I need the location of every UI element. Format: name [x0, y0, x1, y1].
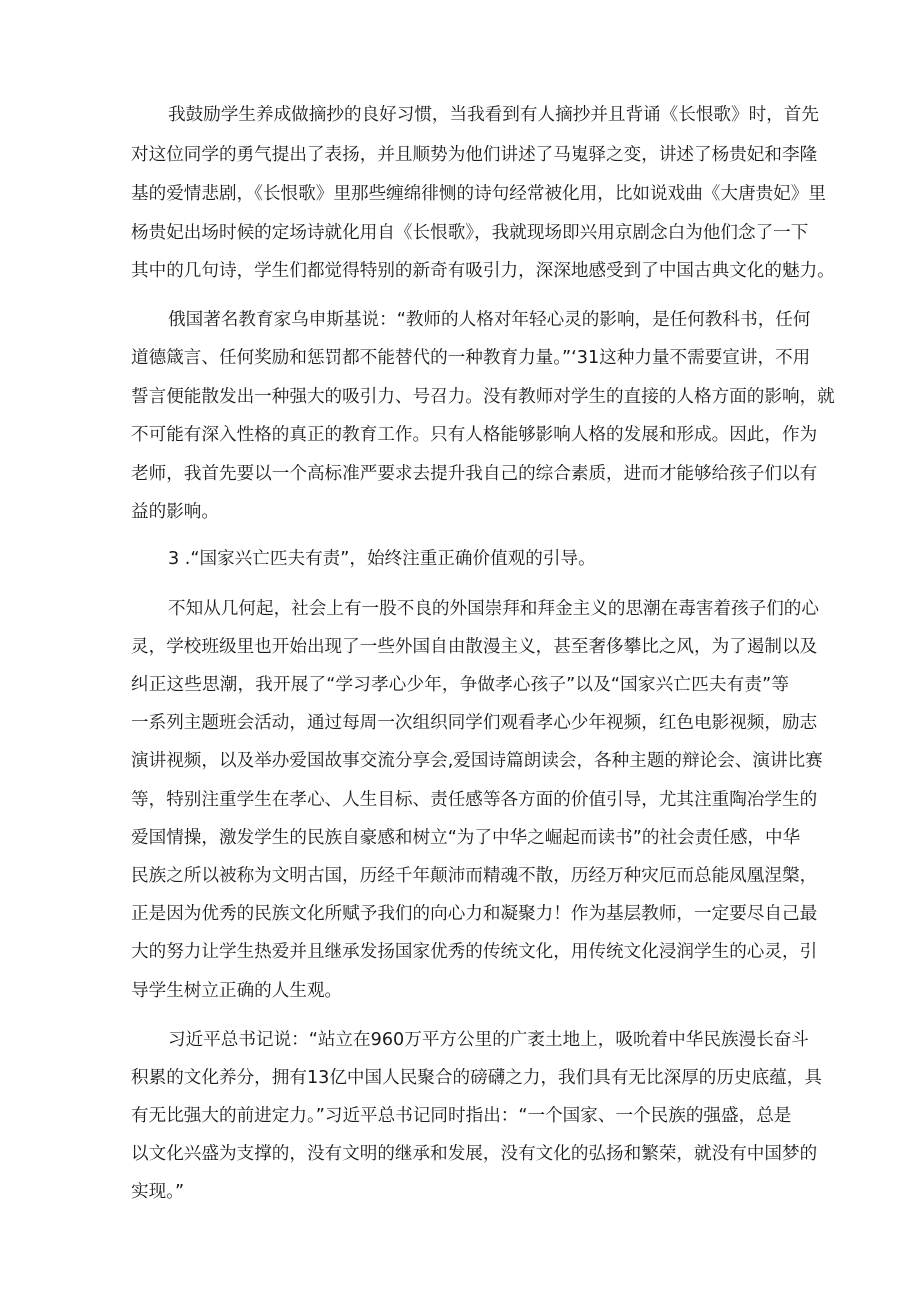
paragraph-line: 益的影响。 [131, 502, 219, 522]
paragraph-line: 民族之所以被称为文明古国，历经千年颠沛而精魂不散，历经万种灾厄而总能凤凰涅槃， [131, 866, 818, 886]
paragraph-line: 有无比强大的前进定力。”习近平总书记同时指出：“一个国家、一个民族的强盛，总是 [131, 1106, 792, 1126]
paragraph-line: 基的爱情悲剧，《长恨歌》里那些缠绵徘恻的诗句经常被化用，比如说戏曲《大唐贵妃》里 [131, 184, 826, 204]
paragraph-line: 导学生树立正确的人生观。 [131, 981, 343, 1001]
paragraph-line: 一系列主题班会活动，通过每周一次组织同学们观看孝心少年视频，红色电影视频，励志 [131, 713, 818, 733]
section-heading: 3 .“国家兴亡匹夫有责”，始终注重正确价值观的引导。 [168, 549, 596, 569]
paragraph-line: 积累的文化养分，拥有13亿中国人民聚合的磅礴之力，我们具有无比深厚的历史底蕴，具 [131, 1068, 822, 1088]
paragraph-line: 杨贵妃出场时候的定场诗就化用自《长恨歌》，我就现场即兴用京剧念白为他们念了一下 [131, 223, 809, 243]
paragraph-line: 道德箴言、任何奖励和惩罚都不能替代的一种教育力量。”‘31这种力量不需要宣讲，不用 [131, 348, 811, 368]
paragraph-line: 俄国著名教育家乌申斯基说：“教师的人格对年轻心灵的影响，是任何教科书，任何 [168, 310, 811, 330]
paragraph-line: 大的努力让学生热爱并且继承发扬国家优秀的传统文化，用传统文化浸润学生的心灵，引 [131, 942, 818, 962]
paragraph-line: 灵，学校班级里也开始出现了一些外国自由散漫主义，甚至奢侈攀比之风，为了遏制以及 [131, 637, 818, 657]
paragraph-line: 纠正这些思潮，我开展了“学习孝心少年，争做孝心孩子”以及“国家兴亡匹夫有责”等 [131, 675, 789, 695]
paragraph-line: 不知从几何起，社会上有一股不良的外国崇拜和拜金主义的思潮在毒害着孩子们的心 [168, 599, 819, 619]
paragraph-line: 我鼓励学生养成做摘抄的良好习惯，当我看到有人摘抄并且背诵《长恨歌》时，首先 [168, 105, 819, 125]
paragraph-line: 其中的几句诗，学生们都觉得特别的新奇有吸引力，深深地感受到了中国古典文化的魅力。 [131, 261, 835, 281]
paragraph-line: 实现。” [131, 1182, 185, 1202]
paragraph-line: 对这位同学的勇气提出了表扬，并且顺势为他们讲述了马嵬驿之变，讲述了杨贵妃和李隆 [131, 145, 818, 165]
paragraph-line: 等，特别注重学生在孝心、人生目标、责任感等各方面的价值引导，尤其注重陶冶学生的 [131, 790, 818, 810]
paragraph-line: 不可能有深入性格的真正的教育工作。只有人格能够影响人格的发展和形成。因此，作为 [131, 425, 818, 445]
paragraph-line: 爱国情操，激发学生的民族自豪感和树立“为了中华之崛起而读书”的社会责任感，中华 [131, 828, 801, 848]
paragraph-line: 正是因为优秀的民族文化所赋予我们的向心力和凝聚力！作为基层教师，一定要尽自己最 [131, 904, 818, 924]
paragraph-line: 习近平总书记说：“站立在960万平方公里的广袤土地上，吸吮着中华民族漫长奋斗 [168, 1030, 809, 1050]
paragraph-line: 誓言便能散发出一种强大的吸引力、号召力。没有教师对学生的直接的人格方面的影响，就 [131, 387, 835, 407]
paragraph-line: 老师，我首先要以一个高标准严要求去提升我自己的综合素质，进而才能够给孩子们以有 [131, 464, 818, 484]
paragraph-line: 以文化兴盛为支撑的，没有文明的继承和发展，没有文化的弘扬和繁荣，就没有中国梦的 [131, 1144, 818, 1164]
paragraph-line: 演讲视频，以及举办爱国故事交流分享会,爱国诗篇朗读会，各种主题的辩论会、演讲比赛 [131, 751, 823, 771]
